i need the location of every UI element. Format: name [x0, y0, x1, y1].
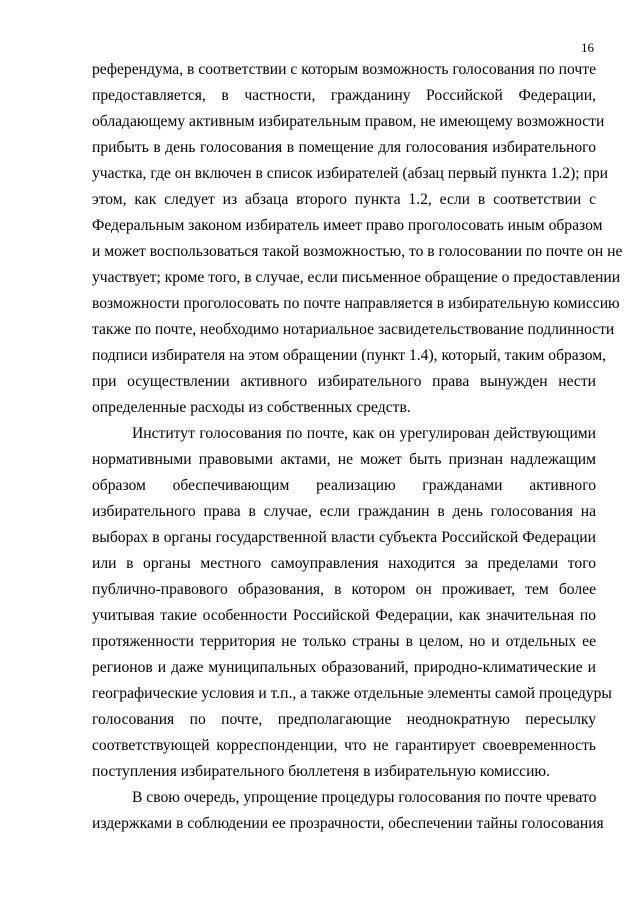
text-line: Институт голосования по почте, как он урегулирован действующими: [132, 425, 596, 442]
paragraph: [92, 785, 604, 837]
text-line: подписи избирателя на этом обращении (пункт 1.4), который, таким образом,: [92, 347, 607, 364]
text-line: прибыть в день голосования в помещение для голосования избирательного: [92, 139, 596, 156]
text-line: протяженности территория не только страны в целом, но и отдельных ее: [92, 633, 596, 650]
text-line: при осуществлении активного избирательного права вынужден нести: [92, 373, 596, 390]
text-line: референдума, в соответствии с которым возможность голосования по почте: [92, 61, 596, 78]
text-line: соответствующей корреспонденции, что не гарантирует своевременность: [92, 737, 596, 754]
text-line: или в органы местного самоуправления находится за пределами того: [92, 555, 596, 572]
text-line: возможности проголосовать по почте направляется в избирательную комиссию: [92, 295, 620, 312]
text-line: участвует; кроме того, в случае, если письменное обращение о предоставлении: [92, 269, 621, 286]
text-line: избирательного права в случае, если гражданин в день голосования на: [92, 503, 596, 520]
text-line: участка, где он включен в список избирателей (абзац первый пункта 1.2); при: [92, 165, 609, 182]
page-number: 16: [581, 40, 594, 55]
text-line: голосования по почте, предполагающие неоднократную пересылку: [92, 711, 596, 728]
text-line: предоставляется, в частности, гражданину Российской Федерации,: [92, 87, 596, 104]
text-line: поступления избирательного бюллетеня в избирательную комиссию.: [92, 763, 550, 780]
text-line: учитывая такие особенности Российской Федерации, как значительная по: [92, 607, 596, 624]
text-line: издержками в соблюдении ее прозрачности, обеспечении тайны голосования: [92, 815, 604, 832]
text-line: географические условия и т.п., а также отдельные элементы самой процедуры: [92, 685, 612, 702]
text-line: также по почте, необходимо нотариальное засвидетельствование подлинности: [92, 321, 615, 338]
text-line: этом, как следует из абзаца второго пункта 1.2, если в соответствии с: [92, 191, 596, 208]
text-line: и может воспользоваться такой возможностью, то в голосовании по почте он не: [92, 243, 623, 260]
text-line: В свою очередь, упрощение процедуры голосования по почте чревато: [132, 789, 597, 806]
text-line: выборах в органы государственной власти субъекта Российской Федерации: [92, 529, 596, 546]
paragraph: [92, 57, 623, 421]
text-line: образом обеспечивающим реализацию гражданами активного: [92, 477, 596, 494]
text-line: нормативными правовыми актами, не может быть признан надлежащим: [92, 451, 596, 468]
text-line: определенные расходы из собственных средств.: [92, 399, 411, 416]
text-line: Федеральным законом избиратель имеет право проголосовать иным образом: [92, 217, 603, 234]
text-line: публично-правового образования, в котором он проживает, тем более: [92, 581, 596, 598]
text-line: обладающему активным избирательным правом, не имеющему возможности: [92, 113, 605, 130]
text-line: регионов и даже муниципальных образований, природно-климатические и: [92, 659, 596, 676]
body-text: [92, 57, 623, 837]
paragraph: [92, 421, 612, 785]
